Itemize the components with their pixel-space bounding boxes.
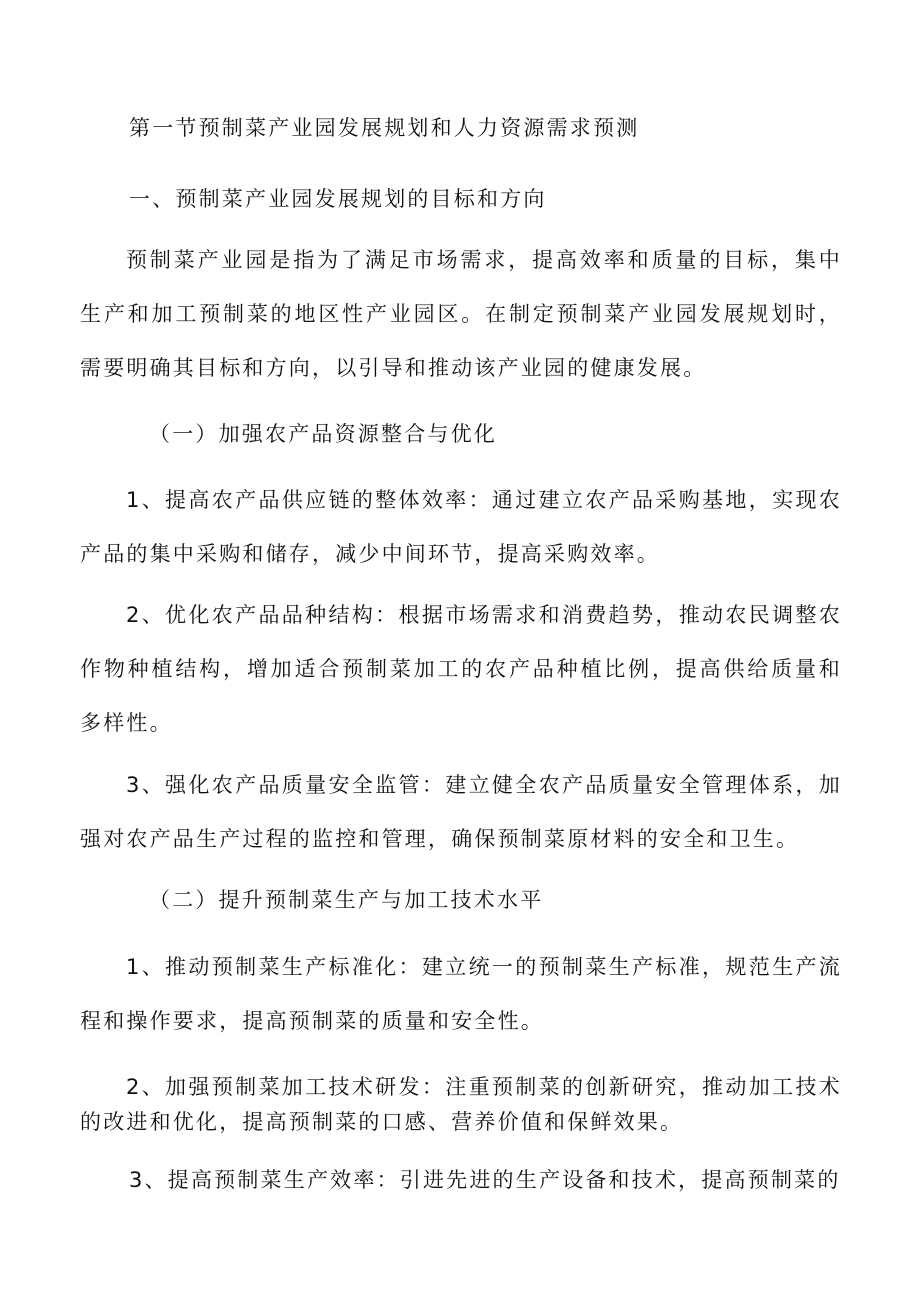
subsection-2-item-1: 1、推动预制菜生产标准化：建立统一的预制菜生产标准，规范生产流程和操作要求，提高预制菜的质量和安全性。	[80, 955, 842, 1033]
subsection-2-item-3: 3、提高预制菜生产效率：引进先进的生产设备和技术，提高预制菜的	[129, 1168, 841, 1192]
heading-1: 一、预制菜产业园发展规划的目标和方向	[129, 187, 547, 211]
section-title: 第一节预制菜产业园发展规划和人力资源需求预测	[129, 116, 640, 140]
subsection-1-title: （一）加强农产品资源整合与优化	[149, 422, 497, 446]
subsection-1-item-2: 2、优化农产品品种结构：根据市场需求和消费趋势，推动农民调整农作物种植结构，增加适合预制菜加工的农产品种植比例，提高供给质量和多样性。	[80, 603, 842, 735]
subsection-2-title: （二）提升预制菜生产与加工技术水平	[149, 888, 544, 912]
subsection-1-item-3: 3、强化农产品质量安全监管：建立健全农产品质量安全管理体系，加强对农产品生产过程的监控和管理，确保预制菜原材料的安全和卫生。	[80, 773, 842, 851]
intro-paragraph: 预制菜产业园是指为了满足市场需求，提高效率和质量的目标，集中生产和加工预制菜的地区性产业园区。在制定预制菜产业园发展规划时，需要明确其目标和方向，以引导和推动该产业园的健康发展。	[80, 248, 842, 380]
subsection-1-item-1: 1、提高农产品供应链的整体效率：通过建立农产品采购基地，实现农产品的集中采购和储存，减少中间环节，提高采购效率。	[80, 488, 842, 566]
subsection-2-item-2: 2、加强预制菜加工技术研发：注重预制菜的创新研究，推动加工技术的改进和优化，提高预制菜的口感、营养价值和保鲜效果。	[80, 1075, 842, 1134]
